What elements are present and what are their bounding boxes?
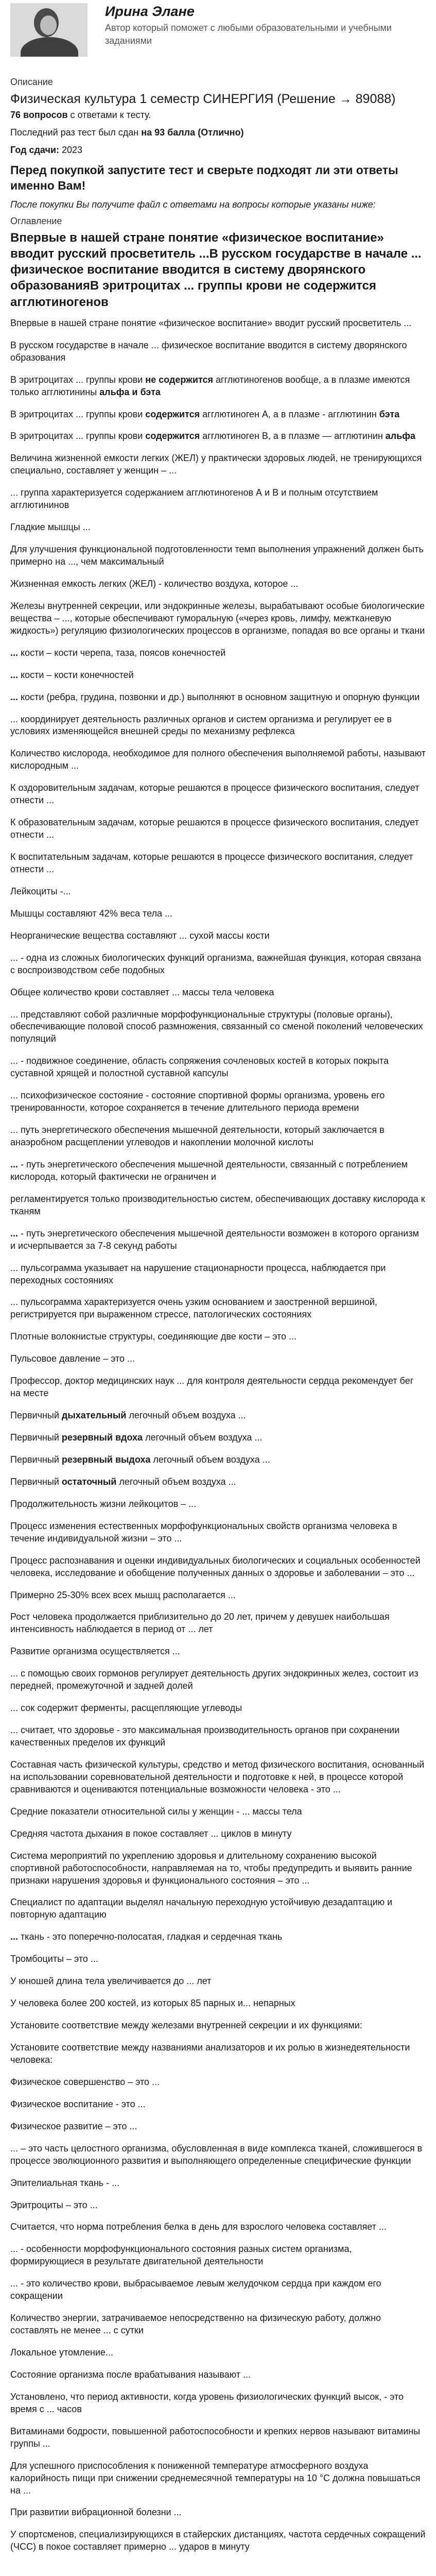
question-text: Локальное утомление... [10, 2347, 113, 2358]
question-emphasis: содержится [145, 409, 200, 419]
author-description: Автор который поможет с любыми образовательными и учебными заданиями [105, 23, 392, 46]
question-item [10, 1668, 426, 1692]
question-item [10, 2020, 426, 2032]
question-item [10, 930, 426, 942]
questions-count: 76 вопросов [10, 110, 68, 121]
question-text: Первичный [10, 1454, 62, 1465]
question-text: Для улучшения функциональной подготовленности темп выполнения упражнений должен быть примерно на ..., чем максимальный [10, 544, 424, 567]
question-text: кости – кости конечностей [18, 669, 134, 680]
question-text: Витаминами бодрости, повышенной работоспособности и крепких нервов называют витамины группы ... [10, 2426, 421, 2449]
question-text: Рост человека продолжается приблизительно до 20 лет, причем у девушек наибольшая интенсивность наблюдается в период от ... лет [10, 1612, 390, 1635]
question-item [10, 340, 426, 364]
question-text: ... с помощью своих гормонов регулирует деятельность других эндокринных желез, состоит из передней, промежуточной и задней долей [10, 1668, 418, 1691]
question-item [10, 2369, 426, 2381]
question-text: Первичный [10, 1410, 62, 1421]
question-text: У человека более 200 костей, из которых 85 парных и... непарных [10, 1998, 295, 2009]
question-item [10, 1997, 426, 2010]
question-text: У юношей длина тела увеличивается до ... лет [10, 1976, 212, 1987]
question-text: Эпителиальная ткань - ... [10, 2177, 120, 2188]
question-text: В эритроцитах ... группы крови [10, 374, 146, 385]
question-text: В русском государстве в начале ... физическое воспитание вводится в систему дворянского образования [10, 340, 407, 363]
question-item [10, 851, 426, 876]
question-item [10, 1375, 426, 1400]
question-item [10, 600, 426, 637]
question-text: ... - одна из сложных биологических функций организма, важнейшая функция, которая связана с воспроизводством себе подобных [10, 952, 422, 975]
question-text: - путь энергетического обеспечения мышечной деятельности возможен в которого организм и исчерпывается за 7-8 секунд работы [10, 1228, 419, 1251]
question-item [10, 714, 426, 738]
question-text: ... пульсограмма характеризуется очень узким основанием и заостренной вершиной, регистрируется при выраженном стрессе, патологических состояниях [10, 1297, 377, 1320]
question-item [10, 782, 426, 807]
author-card [10, 0, 426, 57]
question-item [10, 430, 426, 443]
question-item [10, 1009, 426, 1046]
question-item [10, 578, 426, 590]
year-line [10, 144, 426, 157]
question-item [10, 1828, 426, 1840]
question-text: ... координирует деятельность различных органов и систем организма и регулирует ее в условиях изменяющейся внешней среды по механизму рефлекса [10, 714, 392, 737]
question-text: Примерно 25-30% всех всех мышц располагается ... [10, 1589, 236, 1600]
question-item [10, 2177, 426, 2190]
question-text: Развитие организма осуществляется ... [10, 1646, 180, 1657]
question-text: Установите соответствие между названиями анализаторов и их ролью в жизнедеятельности человека: [10, 2042, 410, 2065]
avatar-shoulders [21, 37, 78, 57]
question-text: ... - это количество крови, выбрасываемое левым желудочком сердца при каждом его сокращении [10, 2278, 381, 2301]
question-text: Тромбоциты – это ... [10, 1954, 98, 1964]
question-item [10, 1090, 426, 1114]
toc-heading: Впервые в нашей стране понятие «физическое воспитание» вводит русский просветитель ...В русском государстве в начале ... физическое воспитание вводится в систему дворянского образованияВ эритроцитах ... группы крови не содержится агглютиногенов [10, 230, 422, 309]
notice-heading: Перед покупкой запустите тест и сверьте подходят ли эти ответы именно Вам! [10, 163, 398, 193]
question-item [10, 2506, 426, 2519]
question-text: ... - подвижное соединение, область сопряжения сочленовых костей в которых покрыта суставной хрящей и полостной суставной капсулы [10, 1056, 389, 1079]
description-label: Описание [10, 77, 53, 87]
question-text: Физическое воспитание - это ... [10, 2098, 146, 2109]
question-emphasis: ... [10, 647, 19, 658]
question-text: К оздоровительным задачам, которые решаются в процессе физического воспитания, следует отнести ... [10, 783, 420, 806]
question-item [10, 952, 426, 977]
question-text: Физическое совершенство – это ... [10, 2076, 160, 2087]
question-item [10, 317, 426, 330]
question-item [10, 1611, 426, 1636]
question-item [10, 1850, 426, 1887]
question-item [10, 691, 426, 704]
question-emphasis: ... [10, 669, 19, 680]
question-text: Установите соответствие между железами внутренней секреции и их функциями: [10, 2020, 362, 2031]
question-item [10, 1589, 426, 1602]
question-text: Состояние организма после врабатывания называют ... [10, 2369, 251, 2380]
author-name[interactable]: Ирина Элане [105, 4, 195, 19]
question-text: Неорганические вещества составляют ... сухой массы кости [10, 930, 270, 941]
question-text: В эритроцитах ... группы крови [10, 431, 146, 442]
question-item [10, 1646, 426, 1658]
question-text: Жизненная емкость легких (ЖЕЛ) - количество воздуха, которое ... [10, 578, 299, 589]
question-text: кости – кости черепа, таза, поясов конечностей [18, 647, 226, 658]
question-text: агглютиногенов вообще, а в плазме имеются только агглютинины [10, 374, 410, 397]
question-text: регламентируется только производительностью систем, обеспечивающих доставку кислорода к тканям [10, 1193, 425, 1216]
question-item [10, 1931, 426, 1943]
question-text: Процесс распознавания и оценки индивидуальных биологических и социальных особенностей человека, исследование и обобщение полученных данных о здоровье и заболевании – это ... [10, 1555, 421, 1578]
question-text: ... психофизическое состояние - состояние спортивной формы организма, уровень его тренированности, которое сохраняется в течение длительного периода времени [10, 1090, 385, 1113]
question-item [10, 2529, 426, 2553]
question-item [10, 544, 426, 568]
question-item [10, 1520, 426, 1545]
question-item [10, 1555, 426, 1580]
notice-subtext: После покупки Вы получите файл с ответами на вопросы которые указаны ниже: [10, 199, 376, 210]
question-text: легочный объем воздуха ... [126, 1410, 246, 1421]
question-text: легочный объем воздуха ... [116, 1476, 236, 1487]
avatar-face [40, 15, 57, 35]
question-item [10, 1476, 426, 1488]
question-text: Количество энергии, затрачиваемое непосредственно на физическую работу, должно составлять не менее ... с сутки [10, 2313, 381, 2336]
question-item [10, 1724, 426, 1749]
question-text: При развитии вибрационной болезни ... [10, 2507, 182, 2518]
page-title: Физическая культура 1 семестр СИНЕРГИЯ (Решение → 89088) [10, 91, 396, 106]
question-text: агглютиноген А, а в плазме - агглютинин [200, 409, 379, 419]
question-text: Продолжительность жизни лейкоцитов – ... [10, 1498, 197, 1509]
question-text: агглютиноген В, а в плазме — агглютинин [200, 431, 386, 442]
question-item [10, 1896, 426, 1921]
question-text: К воспитательным задачам, которые решаются в процессе физического воспитания, следует отнести ... [10, 852, 413, 874]
question-item [10, 2042, 426, 2066]
question-text: Лейкоциты -... [10, 886, 71, 896]
question-text: Мышцы составляют 42% веса тела ... [10, 908, 173, 919]
question-text: В эритроцитах ... группы крови [10, 409, 146, 419]
question-text: Профессор, доктор медицинских наук ... для контроля деятельности сердца рекомендует бег на месте [10, 1376, 414, 1399]
question-item [10, 2312, 426, 2337]
question-item [10, 1498, 426, 1511]
question-emphasis: альфа и бэта [99, 386, 161, 397]
question-item [10, 987, 426, 999]
question-text: Физическое развитие – это ... [10, 2121, 137, 2131]
question-emphasis: бэта [379, 409, 400, 419]
question-text: ... представляют собой различные морфофункциональные структуры (половые органы), обеспечивающие половой способ размножения, связанный со сменой поколений человеческих популяций [10, 1009, 423, 1044]
question-emphasis: ... [10, 1228, 19, 1239]
question-item [10, 2199, 426, 2212]
question-item [10, 1159, 426, 1183]
question-item [10, 1953, 426, 1965]
question-text: Пульсовое давление – это ... [10, 1353, 135, 1364]
question-item [10, 647, 426, 659]
question-emphasis: содержится [145, 431, 200, 442]
questions-list [10, 317, 426, 2553]
question-text: ... сок содержит ферменты, расщепляющие углеводы [10, 1703, 242, 1714]
question-item [10, 2347, 426, 2359]
question-item [10, 2460, 426, 2497]
question-item [10, 2098, 426, 2111]
question-item [10, 1296, 426, 1321]
question-text: Величина жизненной емкости легких (ЖЕЛ) у практически здоровых людей, не тренирующихся специально, составляет у женщин – ... [10, 453, 422, 476]
question-item [10, 2221, 426, 2233]
question-text: ткань - это поперечно-полосатая, гладкая и сердечная ткань [18, 1931, 283, 1942]
question-text: Специалист по адаптации выделял начальную переходную устойчивую дезадаптацию и повторную адаптацию [10, 1897, 393, 1920]
question-text: Система мероприятий по укреплению здоровья и длительному сохранению высокой спортивной работоспособности, направляемая на то, чтобы предупредить и выявить ранние признаки нарушения здоровья и функционального состояния – это ... [10, 1850, 412, 1886]
question-text: ... группа характеризуется содержанием агглютиногенов А и В и полным отсутствием агглютининов [10, 487, 378, 511]
year-label: Год сдачи: [10, 145, 60, 156]
question-item [10, 487, 426, 512]
question-text: Общее количество крови составляет ... массы тела человека [10, 987, 274, 997]
question-item [10, 1702, 426, 1715]
question-item [10, 521, 426, 534]
question-emphasis: ... [10, 1159, 19, 1170]
question-item [10, 1432, 426, 1444]
question-item [10, 1124, 426, 1149]
question-item [10, 2143, 426, 2167]
last-test-line [10, 127, 426, 139]
question-item [10, 1975, 426, 1988]
question-item [10, 2121, 426, 2133]
question-text: ... - особенности морфофункционального состояния разных систем организма, формирующиеся в результате двигательной деятельности [10, 2244, 352, 2267]
question-text: ... – это часть целостного организма, обусловленная в виде комплекса тканей, сложившегося в процессе эволюционного развития и выполняющего определенные специфические функции [10, 2143, 423, 2166]
question-item [10, 2278, 426, 2302]
year-value: 2023 [59, 145, 83, 156]
questions-count-line [10, 109, 426, 122]
question-item [10, 409, 426, 421]
question-item [10, 1331, 426, 1343]
question-text: Плотные волокнистые структуры, соединяющие две кости – это ... [10, 1331, 297, 1342]
question-text: Количество кислорода, необходимое для полного обеспечения выполняемой работы, называют кислородным ... [10, 748, 426, 771]
question-text: У спортсменов, специализирующихся в стайерских дистанциях, частота сердечных сокращений (ЧСС) в покое составляет примерно ... ударов в минуту [10, 2529, 426, 2552]
question-item [10, 1262, 426, 1287]
questions-suffix: с ответами к тесту. [67, 110, 151, 121]
question-text: Первичный [10, 1432, 62, 1443]
question-emphasis: резервный вдоха [61, 1432, 143, 1443]
question-emphasis: дыхательный [61, 1410, 127, 1421]
last-test-prefix: Последний раз тест был сдан [10, 127, 142, 138]
question-item [10, 1759, 426, 1796]
question-item [10, 1454, 426, 1466]
question-text: ... путь энергетического обеспечения мышечной деятельности, который заключается в анаэробном расщеплении углеводов и накоплении молочной кислоты [10, 1125, 385, 1148]
question-item [10, 886, 426, 898]
question-text: - путь энергетического обеспечения мышечной деятельности, связанный с потреблением кислорода, который фактически не ограничен и [10, 1159, 408, 1182]
last-test-score: на 93 балла (Отлично) [141, 127, 244, 138]
author-avatar[interactable] [10, 3, 88, 57]
question-item [10, 2076, 426, 2089]
question-text: Первичный [10, 1476, 62, 1487]
question-emphasis: не содержится [145, 374, 214, 385]
author-info [88, 3, 426, 47]
question-emphasis: ... [10, 691, 19, 702]
question-text: К образовательным задачам, которые решаются в процессе физического воспитания, следует отнести ... [10, 817, 419, 840]
question-item [10, 374, 426, 399]
question-emphasis: ... [10, 1931, 19, 1942]
question-text: ... считает, что здоровье - это максимальная производительность органов при сохранении качественных пределов их функций [10, 1725, 400, 1748]
question-item [10, 1353, 426, 1365]
question-item [10, 1806, 426, 1818]
question-item [10, 1410, 426, 1422]
question-text: Для успешного приспособления к пониженной температуре атмосферного воздуха калорийность пищи при снижении среднемесячной температуры на 10 °С должна повышаться на ... [10, 2460, 421, 2496]
question-item [10, 669, 426, 682]
question-text: Средняя частота дыхания в покое составляет ... циклов в минуту [10, 1828, 292, 1839]
question-text: Считается, что норма потребления белка в день для взрослого человека составляет ... [10, 2222, 387, 2232]
question-emphasis: остаточный [61, 1476, 117, 1487]
question-item [10, 817, 426, 841]
question-text: Установлено, что период активности, когда уровень физиологических функций высок, - это время с ... часов [10, 2391, 404, 2414]
question-text: легочный объем воздуха ... [150, 1454, 270, 1465]
question-item [10, 1228, 426, 1252]
question-item [10, 908, 426, 920]
question-text: ... пульсограмма указывает на нарушение стационарности процесса, наблюдается при переходных состояниях [10, 1262, 386, 1285]
question-item [10, 452, 426, 477]
question-text: Процесс изменения естественных морфофункциональных свойств организма человека в течение индивидуальной жизни – это ... [10, 1520, 397, 1544]
question-text: Железы внутренней секреции, или эндокринные железы, вырабатывают особые биологические вещества – ..., которые обеспечивают гуморальную («через кровь, лимфу, межтканевую жидкость») регуляцию физиологических процессов в организме, попадая во все органы и ткани [10, 600, 425, 636]
question-text: Гладкие мышцы ... [10, 522, 91, 533]
question-text: Составная часть физической культуры, средство и метод физического воспитания, основанный на использовании соревновательной деятельности и подготовке к ней, в процессе которой сравниваются и оцениваются потенциальные возможности человека - это ... [10, 1759, 425, 1794]
question-text: Эритроциты – это ... [10, 2199, 98, 2210]
question-item [10, 748, 426, 772]
question-item [10, 2243, 426, 2268]
question-text: Впервые в нашей стране понятие «физическое воспитание» вводит русский просветитель ... [10, 317, 412, 328]
question-emphasis: альфа [385, 431, 416, 442]
question-emphasis: резервный выдоха [61, 1454, 151, 1465]
question-text: легочный объем воздуха ... [143, 1432, 263, 1443]
question-text: кости (ребра, грудина, позвонки и др.) выполняют в основном защитную и опорную функции [18, 691, 420, 702]
toc-label: Оглавление [10, 215, 62, 226]
question-item [10, 2426, 426, 2450]
question-item [10, 2391, 426, 2416]
question-item [10, 1193, 426, 1218]
question-text: Средние показатели относительной силы у женщин - ... массы тела [10, 1806, 302, 1817]
question-item [10, 1055, 426, 1080]
